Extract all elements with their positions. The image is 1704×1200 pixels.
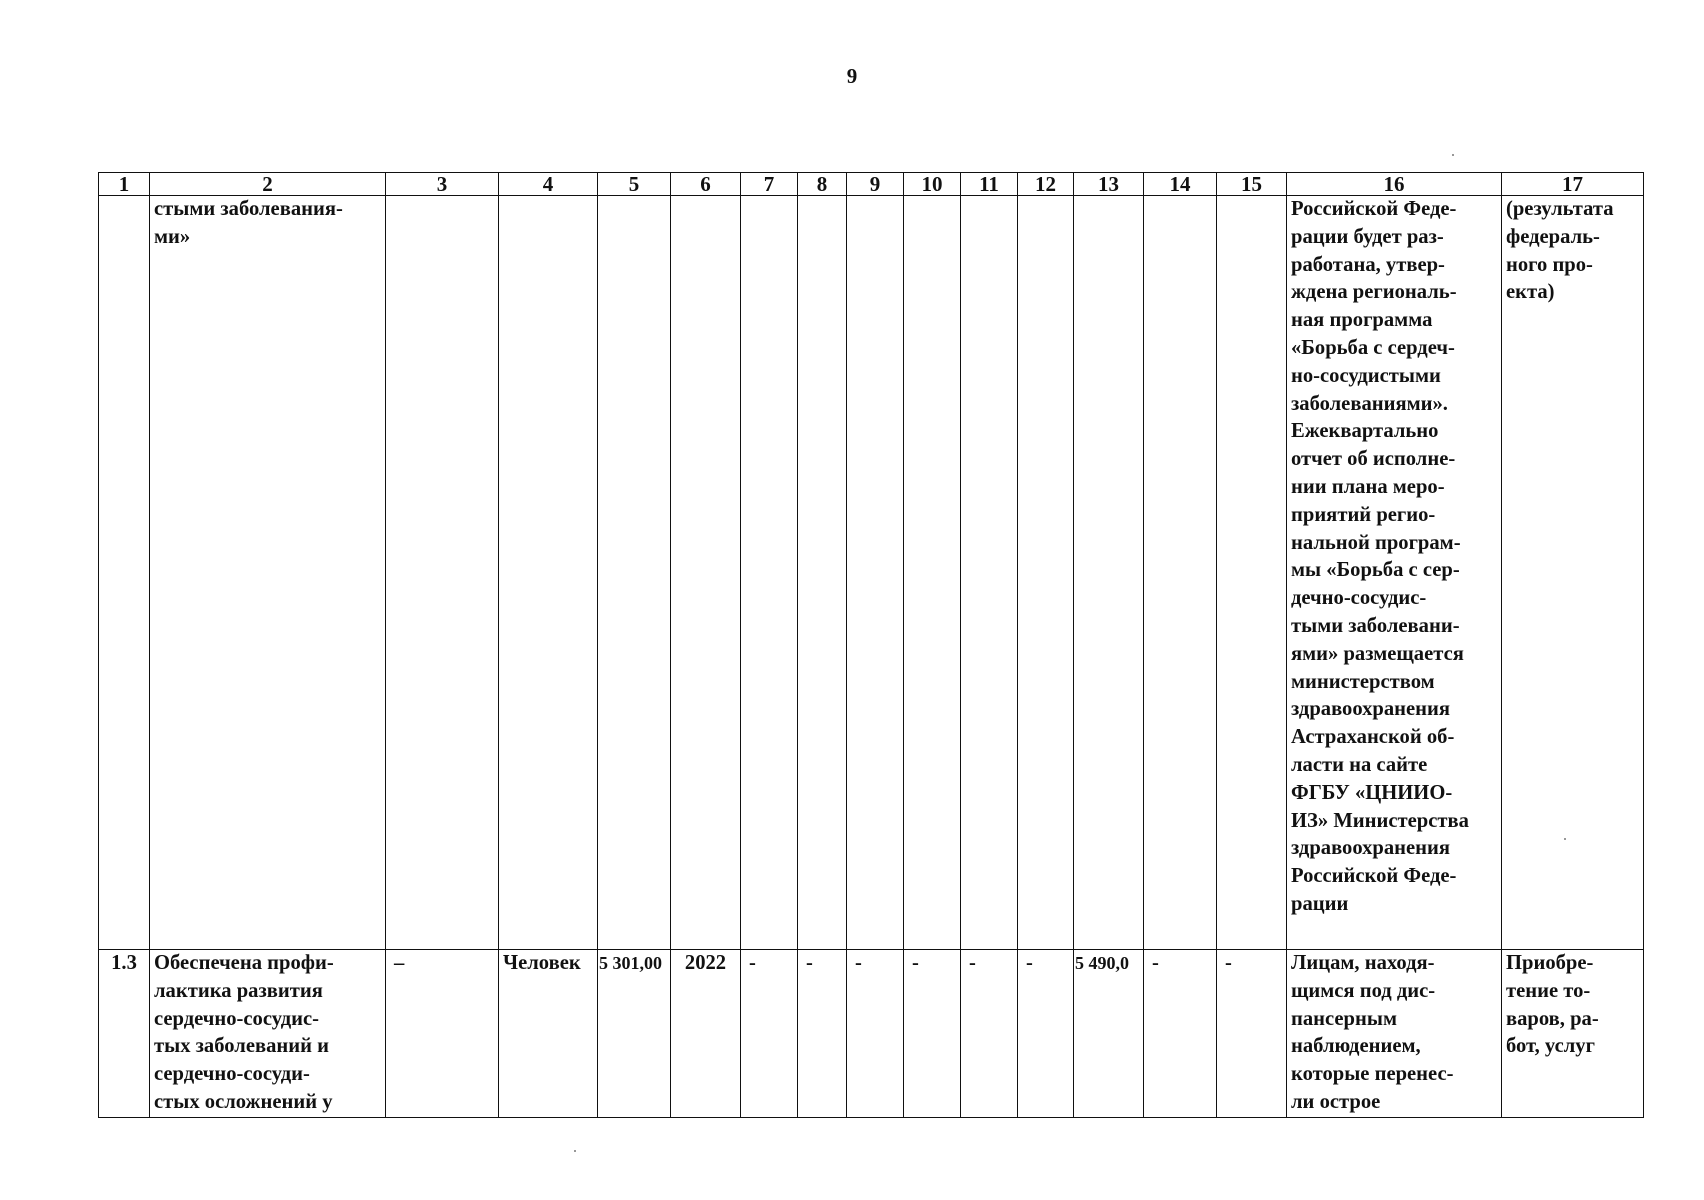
- column-number-7: 7: [741, 173, 798, 196]
- column-number-13: 13: [1074, 173, 1144, 196]
- cell-empty: [798, 196, 847, 950]
- cell-result-name: Обеспечена профи- лактика развития сердечно-сосудис- тых заболеваний и сердечно-сосуди- стых осложнений у: [150, 950, 386, 1118]
- scan-speck: [1564, 838, 1566, 840]
- cell-index: 1.3: [99, 950, 150, 1118]
- cell-empty: [386, 196, 499, 950]
- cell-col9: -: [847, 950, 904, 1118]
- column-number-row: [99, 173, 1644, 196]
- column-number-3: 3: [386, 173, 499, 196]
- cell-col8: -: [798, 950, 847, 1118]
- cell-result-name: стыми заболевания- ми»: [150, 196, 386, 950]
- column-number-2: 2: [150, 173, 386, 196]
- cell-col11: -: [961, 950, 1018, 1118]
- table-row-1-3: [99, 950, 1644, 1118]
- cell-unit: Человек: [499, 950, 598, 1118]
- cell-base-value: 5 301,00: [598, 950, 671, 1118]
- cell-empty: [847, 196, 904, 950]
- cell-empty: [671, 196, 741, 950]
- scan-speck: [1452, 154, 1454, 156]
- column-number-15: 15: [1217, 173, 1287, 196]
- scan-speck: [574, 1150, 576, 1152]
- cell-type: Приобре- тение то- варов, ра- бот, услуг: [1502, 950, 1644, 1118]
- column-number-12: 12: [1018, 173, 1074, 196]
- column-number-17: 17: [1502, 173, 1644, 196]
- cell-empty: [1144, 196, 1217, 950]
- cell-empty: [741, 196, 798, 950]
- cell-col14: -: [1144, 950, 1217, 1118]
- cell-empty: [598, 196, 671, 950]
- column-number-8: 8: [798, 173, 847, 196]
- column-number-10: 10: [904, 173, 961, 196]
- cell-col7: -: [741, 950, 798, 1118]
- column-number-6: 6: [671, 173, 741, 196]
- column-number-11: 11: [961, 173, 1018, 196]
- cell-col13: 5 490,0: [1074, 950, 1144, 1118]
- column-number-4: 4: [499, 173, 598, 196]
- cell-index: [99, 196, 150, 950]
- cell-col10: -: [904, 950, 961, 1118]
- column-number-16: 16: [1287, 173, 1502, 196]
- cell-characteristic: Российской Феде- рации будет раз- работана, утвер- ждена региональ- ная программа «Борьба с сердеч- но-сосудистыми заболеваниями». Ежеквартально отчет об исполне- нии плана меро- приятий регио- нальной програм- мы «Борьба с сер- дечно-сосудис- тыми заболевани- ями» размещается министерством здравоохранения Астраханской об- ласти на сайте ФГБУ «ЦНИИО- ИЗ» Министерства здравоохранения Российской Феде- рации: [1287, 196, 1502, 950]
- page-number: 9: [846, 64, 858, 88]
- cell-empty: [1217, 196, 1287, 950]
- cell-empty: [961, 196, 1018, 950]
- column-number-1: 1: [99, 173, 150, 196]
- column-number-5: 5: [598, 173, 671, 196]
- cell-col15: -: [1217, 950, 1287, 1118]
- cell-empty: [1074, 196, 1144, 950]
- column-number-14: 14: [1144, 173, 1217, 196]
- cell-empty: [904, 196, 961, 950]
- cell-type: (результата федераль- ного про- екта): [1502, 196, 1644, 950]
- cell-characteristic: Лицам, находя- щимся под дис- пансерным наблюдением, которые перенес- ли острое: [1287, 950, 1502, 1118]
- cell-col3: –: [386, 950, 499, 1118]
- measures-table: [98, 172, 1644, 1118]
- cell-base-year: 2022: [671, 950, 741, 1118]
- column-number-9: 9: [847, 173, 904, 196]
- cell-empty: [1018, 196, 1074, 950]
- cell-empty: [499, 196, 598, 950]
- table-row-continued: [99, 196, 1644, 950]
- cell-col12: -: [1018, 950, 1074, 1118]
